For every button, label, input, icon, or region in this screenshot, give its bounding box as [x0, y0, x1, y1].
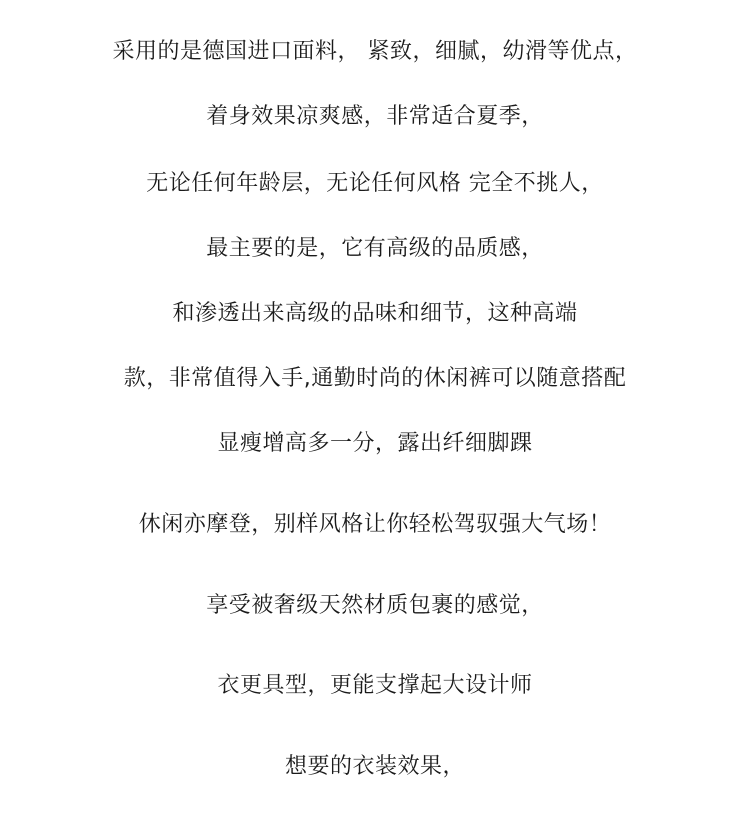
description-line: 休闲亦摩登，别样风格让你轻松驾驭强大气场！ — [138, 512, 612, 537]
description-line: 最主要的是，它有高级的品质感， — [206, 236, 544, 261]
description-line: 想要的衣装效果， — [284, 754, 465, 779]
description-line: 享受被奢级天然材质包裹的感觉， — [206, 593, 544, 618]
description-line: 和渗透出来高级的品味和细节，这种高端 — [172, 301, 578, 326]
description-line: 衣更具型，更能支撑起大设计师 — [217, 673, 533, 698]
description-line: 着身效果凉爽感，非常适合夏季， — [206, 104, 544, 129]
description-line: 采用的是德国进口面料， 紧致，细腻，幼滑等优点， — [112, 39, 638, 64]
description-line: 显瘦增高多一分，露出纤细脚踝 — [217, 431, 533, 456]
description-line: 款，非常值得入手,通勤时尚的休闲裤可以随意搭配 — [123, 366, 627, 391]
description-line: 无论任何年龄层，无论任何风格 完全不挑人， — [146, 171, 604, 196]
